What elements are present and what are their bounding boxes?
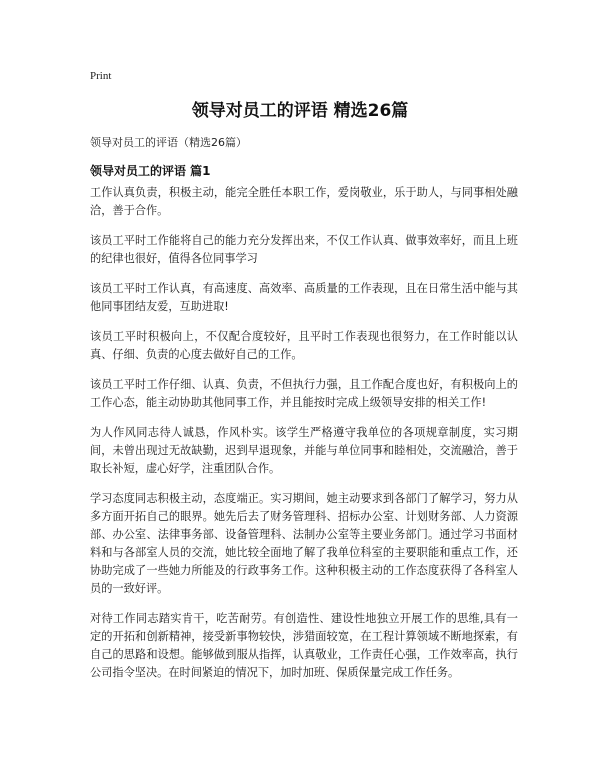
body-text [90,184,518,694]
paragraph: 对待工作同志踏实肯干，吃苦耐劳。有创造性、建设性地独立开展工作的思维,具有一定的开拓和创新精神，接受新事物较快，涉猎面较宽，在工程计算领域不断地探索，有自己的思路和设想。能够做到服从指挥，认真敬业，工作责任心强，工作效率高，执行公司指令坚决。在时间紧迫的情况下，加时加班、保质保量完成工作任务。 [90,612,518,679]
paragraph: 为人作风同志待人诚恳，作风朴实。该学生严格遵守我单位的各项规章制度，实习期间，未曾出现过无故缺勤，迟到早退现象，并能与单位同事和睦相处，交流融洽，善于取长补短，虚心好学，注重团队合作。 [90,426,518,475]
paragraph: 该员工平时工作能将自己的能力充分发挥出来，不仅工作认真、做事效率好，而且上班的纪律也很好，值得各位同事学习 [90,234,518,265]
document-subtitle: 领导对员工的评语（精选26篇） [90,136,247,149]
paragraph: 工作认真负责，积极主动，能完全胜任本职工作，爱岗敬业，乐于助人，与同事相处融洽，善于合作。 [90,186,518,217]
paragraph: 该员工平时积极向上，不仅配合度较好，且平时工作表现也很努力，在工作时能以认真、仔细、负责的心度去做好自己的工作。 [90,330,518,361]
print-label: Print [90,70,112,82]
section-heading: 领导对员工的评语 篇1 [90,164,211,178]
paragraph: 该员工平时工作认真，有高速度、高效率、高质量的工作表现，且在日常生活中能与其他同事团结友爱，互助进取! [90,282,518,313]
paragraph: 该员工平时工作仔细、认真、负责，不但执行力强，且工作配合度也好，有积极向上的工作心态，能主动协助其他同事工作，并且能按时完成上级领导安排的相关工作! [90,378,518,409]
paragraph: 学习态度同志积极主动，态度端正。实习期间，她主动要求到各部门了解学习，努力从多方面开拓自己的眼界。她先后去了财务管理科、招标办公室、计划财务部、人力资源部、办公室、法律事务部、设备管理科、法制办公室等主要业务部门。通过学习书面材料和与各部室人员的交流，她比较全面地了解了我单位科室的主要职能和重点工作，还协助完成了一些她力所能及的行政事务工作。这种积极主动的工作态度获得了各科室人员的一致好评。 [90,492,518,595]
document-title: 领导对员工的评语 精选26篇 [191,101,409,121]
